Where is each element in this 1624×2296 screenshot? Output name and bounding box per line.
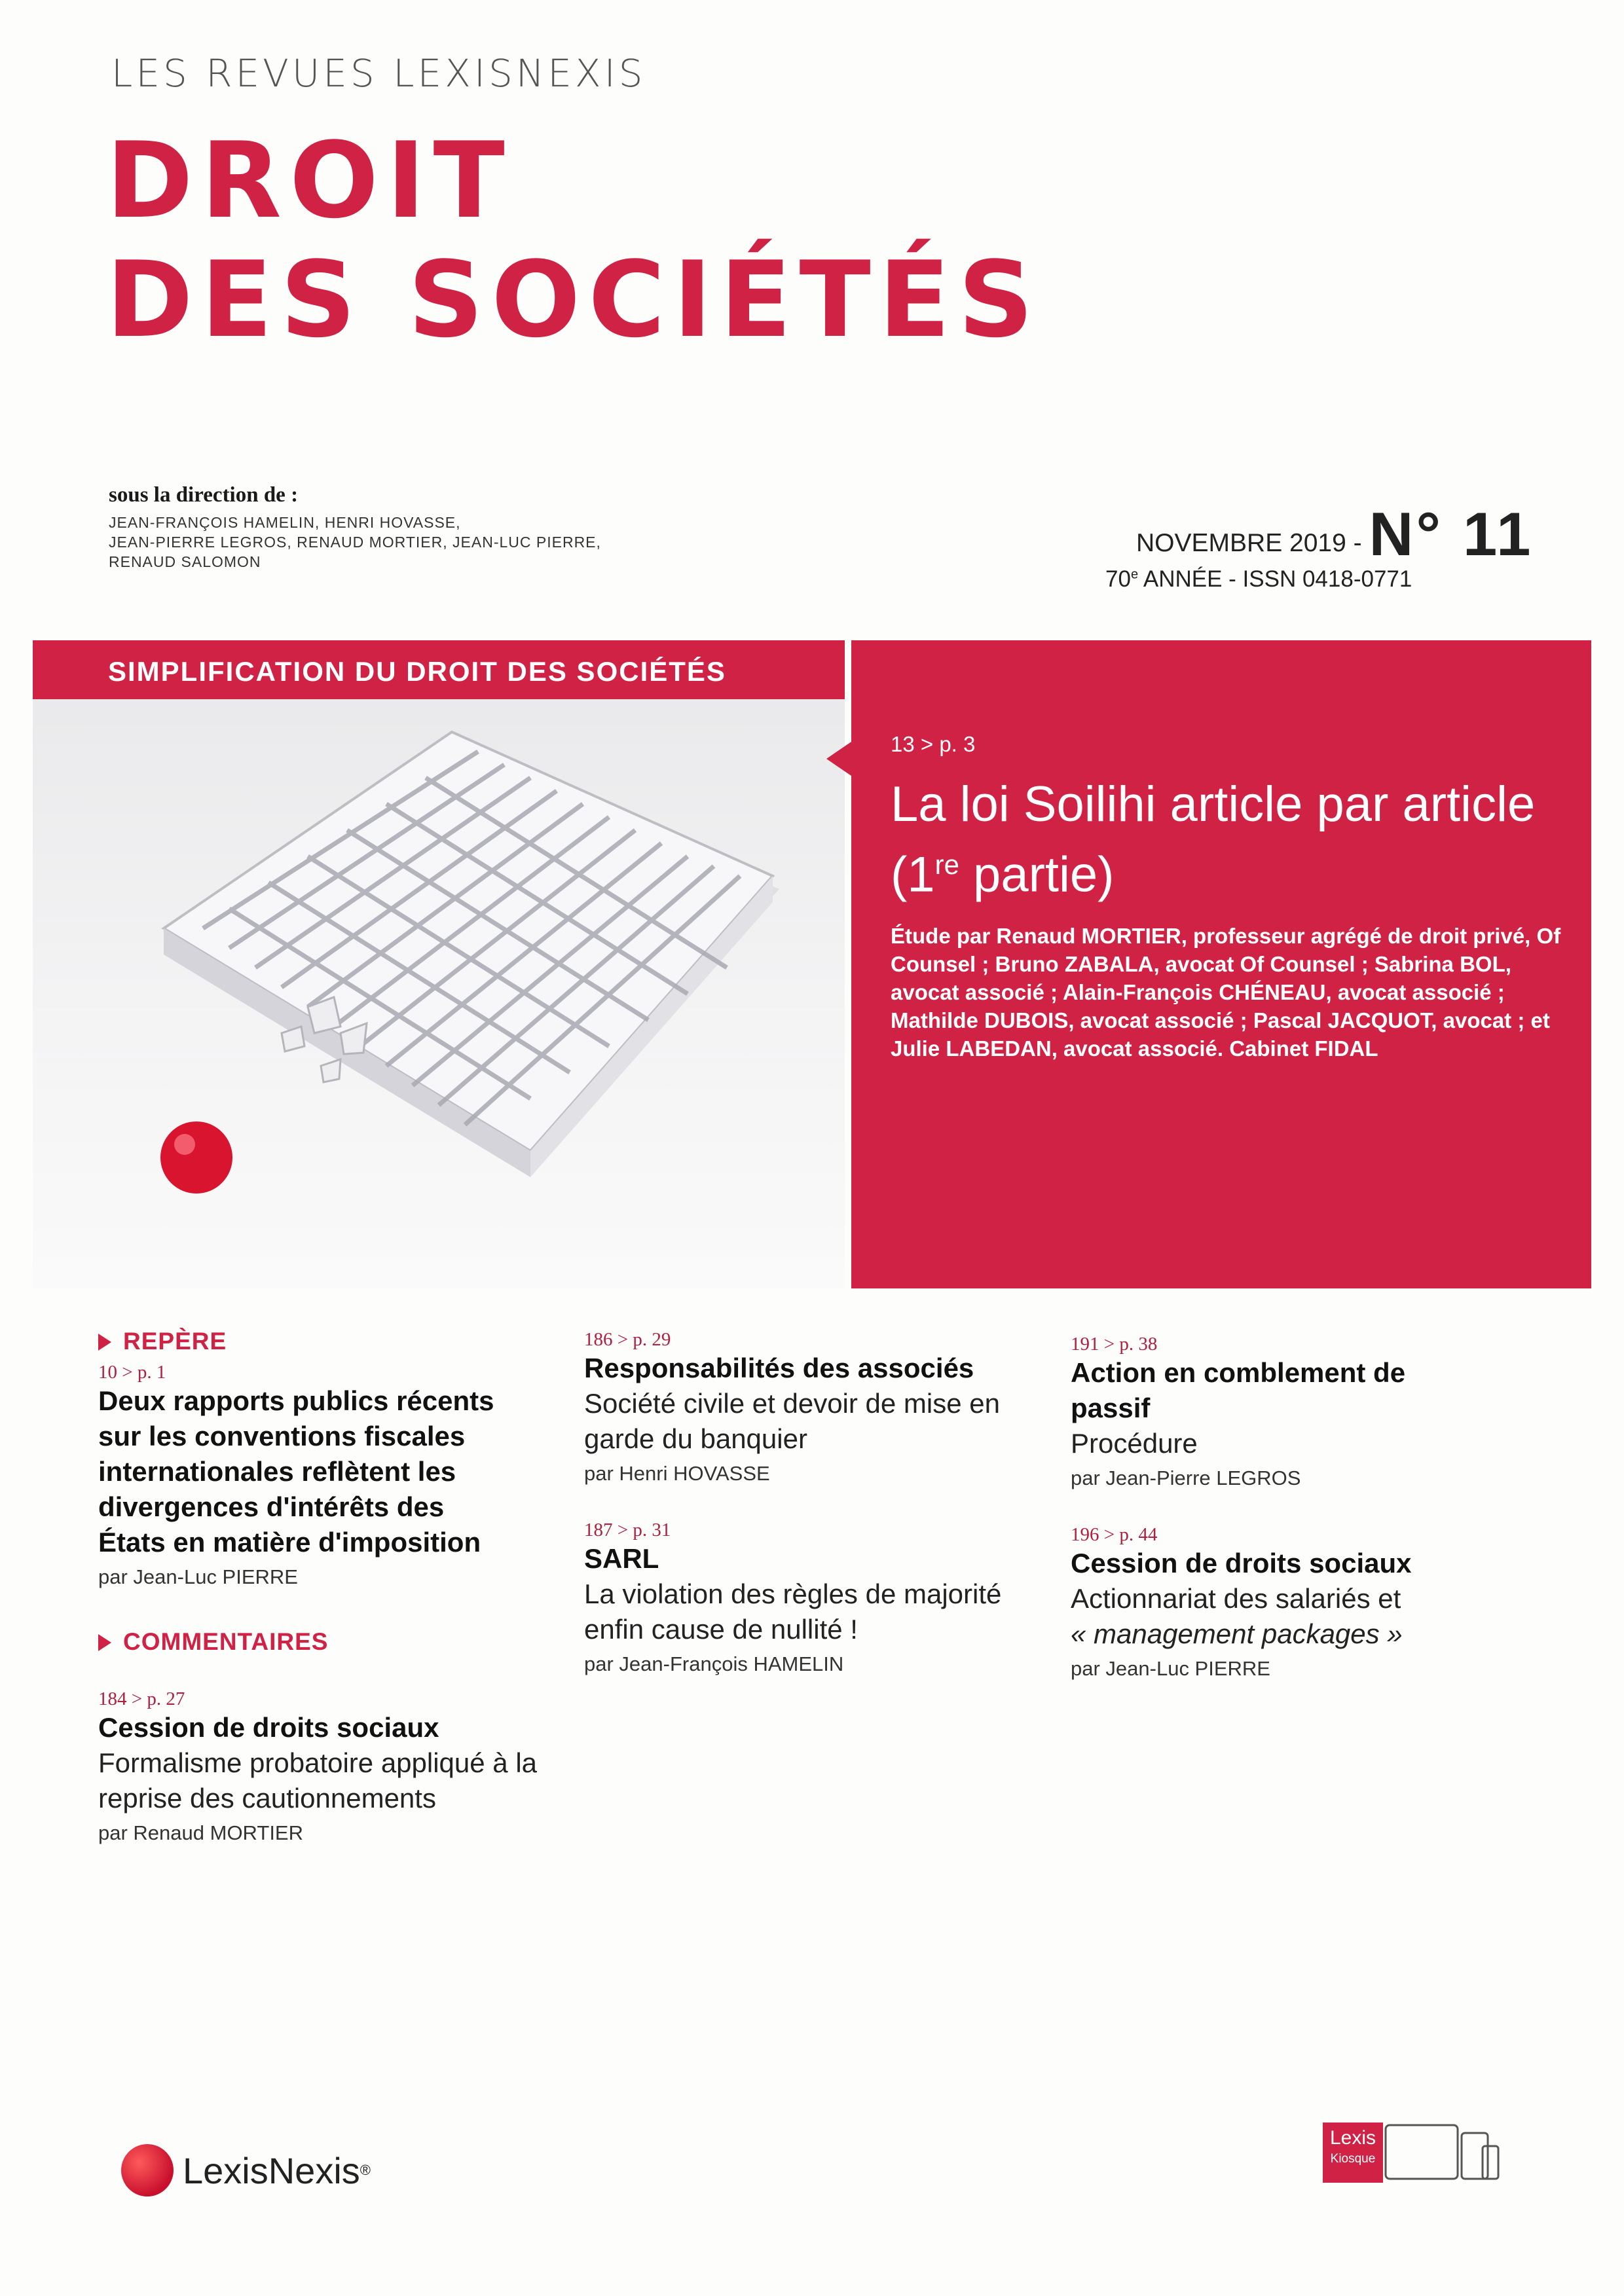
logo-wordmark: LexisNexis [183, 2149, 360, 2191]
journal-title-line1: DROIT [106, 119, 513, 242]
feature-banner: SIMPLIFICATION DU DROIT DES SOCIÉTÉS [33, 640, 845, 699]
article-ref: 191 > p. 38 [1071, 1334, 1158, 1355]
article-heading[interactable]: Deux rapports publics récents sur les conventions fiscales internationales reflètent les divergences d'intérêts des États en matière d'imposition [98, 1385, 494, 1558]
devices-icon [1383, 2120, 1501, 2183]
section-label: REPÈRE [123, 1328, 227, 1355]
article-heading[interactable]: Cession de droits sociaux [1071, 1548, 1412, 1578]
article-author: par Jean-François HAMELIN [584, 1652, 844, 1675]
year-number: 70 [1105, 566, 1131, 592]
feature-title[interactable] [891, 774, 1545, 905]
feature-title-end: partie) [959, 847, 1115, 903]
article-heading[interactable]: Responsabilités des associés [584, 1353, 974, 1383]
direction-name-line: RENAUD SALOMON [109, 553, 261, 570]
issue-year-issn [1105, 566, 1412, 592]
editorial-direction [109, 483, 601, 572]
article-ref: 196 > p. 44 [1071, 1524, 1158, 1545]
direction-names [109, 513, 601, 572]
issue-line [1136, 499, 1533, 570]
article-subtitle-italic: « management packages » [1071, 1618, 1403, 1649]
journal-title [106, 121, 1041, 359]
article-subtitle: Société civile et devoir de mise en garde du banquier [584, 1388, 1000, 1454]
feature-authors: Étude par Renaud MORTIER, professeur agrégé de droit privé, Of Counsel ; Bruno ZABALA, avocat Of Counsel ; Sabrina BOL, avocat associé ; Alain-François CHÉNEAU, avocat associé ; Mathilde DUBOIS, avocat associé ; Pascal JACQUOT, avocat ; et Julie LABEDAN, avocat associé. Cabinet FIDAL [891, 924, 1561, 1061]
article-heading[interactable]: Cession de droits sociaux [98, 1712, 439, 1743]
triangle-bullet-icon [98, 1634, 111, 1651]
article-subtitle-line [1071, 1616, 1496, 1652]
feature-pointer-icon [826, 742, 851, 776]
section-repere [98, 1328, 557, 1355]
logo-registered: ® [360, 2162, 371, 2178]
feature-panel [851, 640, 1591, 1288]
article-heading[interactable]: Action en comblement de passif [1071, 1357, 1406, 1423]
column-middle [584, 1322, 1036, 1676]
year-sup: e [1130, 567, 1139, 582]
article-author: par Jean-Luc PIERRE [1071, 1657, 1270, 1680]
feature-title-sup: re [934, 849, 959, 880]
article-heading[interactable]: SARL [584, 1543, 659, 1574]
article-ref: 10 > p. 1 [98, 1362, 166, 1383]
lexisnexis-logo [121, 2144, 371, 2196]
lexis-kiosque-badge [1323, 2120, 1501, 2183]
section-label: COMMENTAIRES [123, 1628, 329, 1655]
kiosque-sub: Kiosque [1330, 2152, 1376, 2166]
direction-label: sous la direction de : [109, 483, 299, 507]
article-subtitle: La violation des règles de majorité enfin cause de nullité ! [584, 1578, 1002, 1645]
year-issn: ANNÉE - ISSN 0418-0771 [1138, 566, 1412, 592]
direction-name-line: JEAN-FRANÇOIS HAMELIN, HENRI HOVASSE, [109, 514, 461, 531]
section-commentaires [98, 1628, 557, 1656]
article-ref: 184 > p. 27 [98, 1688, 185, 1709]
column-left [98, 1328, 557, 1845]
article-subtitle: Procédure [1071, 1428, 1198, 1459]
kiosque-logo [1323, 2123, 1383, 2183]
journal-title-line2: DES SOCIÉTÉS [106, 238, 1042, 361]
direction-name-line: JEAN-PIERRE LEGROS, RENAUD MORTIER, JEAN-LUC PIERRE, [109, 534, 601, 551]
article-subtitle: Formalisme probatoire appliqué à la reprise des cautionnements [98, 1747, 538, 1813]
article-ref: 186 > p. 29 [584, 1329, 671, 1350]
issue-month: NOVEMBRE 2019 - [1136, 529, 1362, 557]
feature-title-text: La loi Soilihi article par article (1 [891, 776, 1536, 903]
article-subtitle-line: Actionnariat des salariés et [1071, 1583, 1401, 1614]
triangle-bullet-icon [98, 1334, 111, 1351]
article-author: par Henri HOVASSE [584, 1462, 770, 1485]
issue-number: N° 11 [1369, 500, 1534, 568]
article-author: par Renaud MORTIER [98, 1821, 303, 1844]
article-author: par Jean-Luc PIERRE [98, 1565, 298, 1588]
series-label: LES REVUES LEXISNEXIS [111, 51, 646, 96]
feature-maze-image [33, 640, 845, 1288]
kiosque-word: Lexis [1329, 2127, 1376, 2149]
article-ref: 187 > p. 31 [584, 1520, 671, 1540]
lexisnexis-logo-icon [121, 2144, 174, 2196]
column-right [1071, 1327, 1496, 1681]
feature-ref: 13 > p. 3 [891, 732, 976, 756]
maze-illustration-icon [33, 640, 845, 1288]
article-author: par Jean-Pierre LEGROS [1071, 1467, 1301, 1489]
